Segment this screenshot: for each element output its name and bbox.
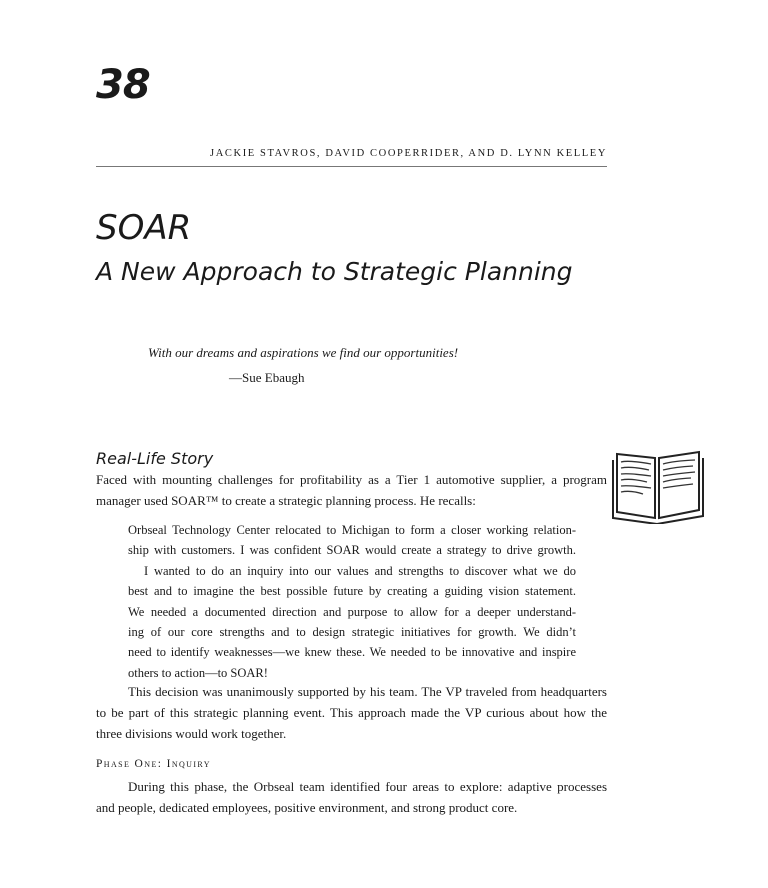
text-line: need to identify weaknesses—we knew these. We needed to be innovative and inspire [128, 645, 576, 660]
intro-paragraph [96, 469, 607, 511]
text-line: manager used SOAR™ to create a strategic planning process. He recalls: [96, 493, 476, 508]
text-line: and people, dedicated employees, positive environment, and strong product core. [96, 800, 518, 815]
subsection-heading: Phase One: Inquiry [96, 758, 211, 770]
chapter-subtitle: A New Approach to Strategic Planning [96, 257, 573, 286]
section-heading: Real-Life Story [96, 449, 214, 468]
decision-paragraph [96, 681, 607, 744]
text-line: ship with customers. I was confident SOAR would create a strategy to drive growth. [128, 543, 576, 558]
text-line: to be part of this strategic planning event. This approach made the VP curious about how the [96, 705, 607, 720]
text-line: We needed a documented direction and purpose to allow for a deeper understand- [128, 604, 576, 619]
text-line: This decision was unanimously supported by his team. The VP traveled from headquarters [128, 684, 607, 699]
chapter-number: 38 [96, 62, 150, 108]
phase-paragraph [96, 776, 607, 818]
epigraph-quote: With our dreams and aspirations we find our opportunities! [148, 345, 459, 360]
text-line: Orbseal Technology Center relocated to Michigan to form a closer working relation- [128, 523, 576, 537]
header-rule [96, 166, 607, 167]
open-book-icon [611, 448, 705, 524]
text-line: I wanted to do an inquiry into our values and strengths to discover what we do [144, 563, 576, 578]
text-line: Faced with mounting challenges for profitability as a Tier 1 automotive supplier, a program [96, 472, 607, 487]
text-line: best and to imagine the best possible future by creating a guiding vision statement. [128, 584, 576, 599]
text-line: During this phase, the Orbseal team identified four areas to explore: adaptive processes [128, 779, 607, 794]
chapter-title: SOAR [96, 208, 192, 248]
block-quote [128, 520, 576, 683]
text-line: ing of our core strengths and to design strategic initiatives for growth. We didn’t [128, 625, 576, 640]
text-line: three divisions would work together. [96, 726, 287, 741]
running-header-authors: JACKIE STAVROS, DAVID COOPERRIDER, AND D. LYNN KELLEY [210, 148, 607, 159]
text-line: others to action—to SOAR! [128, 665, 268, 680]
epigraph-attribution: —Sue Ebaugh [229, 370, 305, 385]
